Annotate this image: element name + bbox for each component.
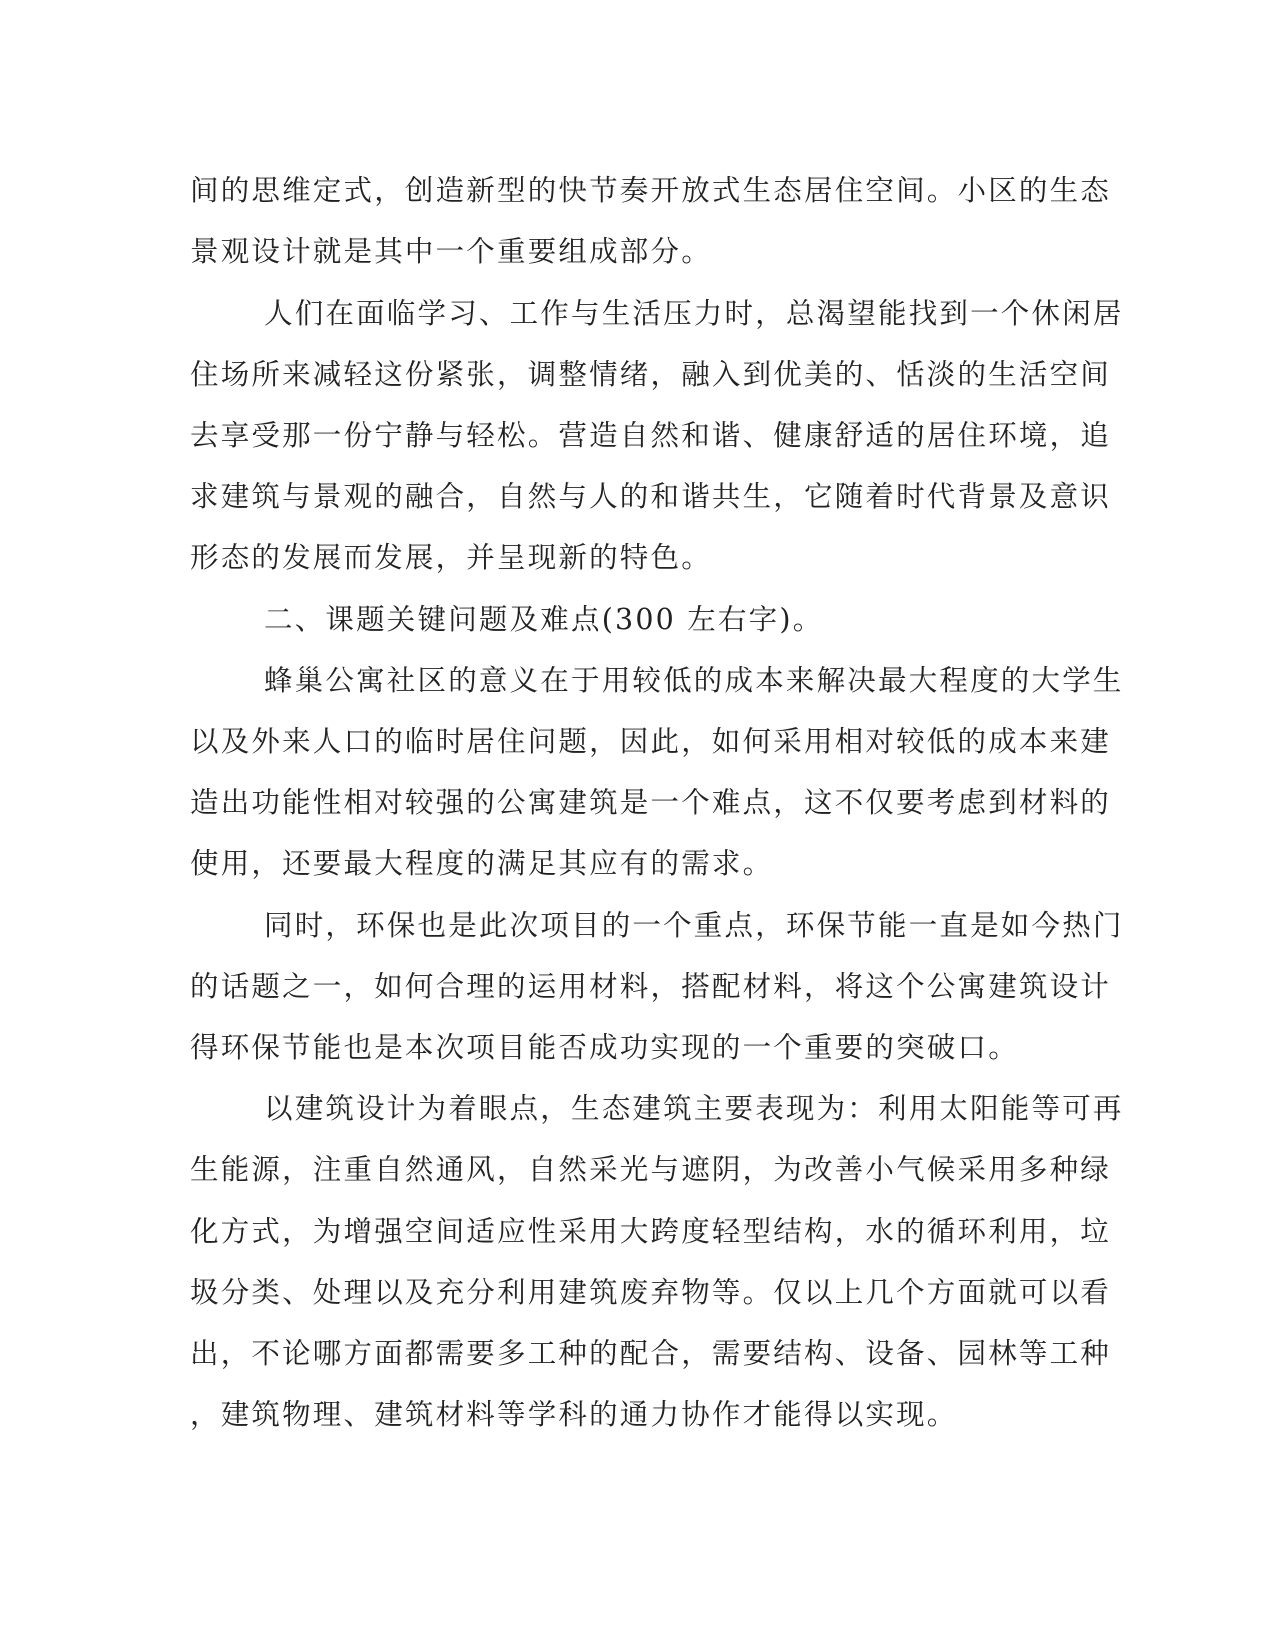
- text-line: 的话题之一，如何合理的运用材料，搭配材料，将这个公寓建筑设计: [190, 970, 1112, 1003]
- text-line: 使用，还要最大程度的满足其应有的需求。: [190, 847, 774, 880]
- text-line: 圾分类、处理以及充分利用建筑废弃物等。仅以上几个方面就可以看: [190, 1276, 1112, 1309]
- text-line: 化方式，为增强空间适应性采用大跨度轻型结构，水的循环利用，垃: [190, 1215, 1112, 1248]
- section-heading-text: 二、课题关键问题及难点(300 左右字)。: [264, 603, 824, 636]
- text-line: 间的思维定式，创造新型的快节奏开放式生态居住空间。小区的生态: [190, 174, 1112, 207]
- text-line: 蜂巢公寓社区的意义在于用较低的成本来解决最大程度的大学生: [264, 664, 1124, 697]
- text-line: 形态的发展而发展，并呈现新的特色。: [190, 541, 712, 574]
- text-line: 以建筑设计为着眼点，生态建筑主要表现为：利用太阳能等可再: [264, 1092, 1124, 1125]
- text-line: ，建筑物理、建筑材料等学科的通力协作才能得以实现。: [190, 1398, 958, 1431]
- text-line: 求建筑与景观的融合，自然与人的和谐共生，它随着时代背景及意识: [190, 480, 1112, 513]
- text-line: 以及外来人口的临时居住问题，因此，如何采用相对较低的成本来建: [190, 725, 1112, 758]
- text-line: 同时，环保也是此次项目的一个重点，环保节能一直是如今热门: [264, 909, 1124, 942]
- text-line: 住场所来减轻这份紧张，调整情绪，融入到优美的、恬淡的生活空间: [190, 358, 1112, 391]
- text-line: 去享受那一份宁静与轻松。营造自然和谐、健康舒适的居住环境，追: [190, 419, 1112, 452]
- text-line: 生能源，注重自然通风，自然采光与遮阴，为改善小气候采用多种绿: [190, 1153, 1112, 1186]
- text-line: 景观设计就是其中一个重要组成部分。: [190, 235, 712, 268]
- text-line: 人们在面临学习、工作与生活压力时，总渴望能找到一个休闲居: [264, 297, 1124, 330]
- text-line: 造出功能性相对较强的公寓建筑是一个难点，这不仅要考虑到材料的: [190, 786, 1112, 819]
- text-line: 得环保节能也是本次项目能否成功实现的一个重要的突破口。: [190, 1031, 1019, 1064]
- text-line: 出，不论哪方面都需要多工种的配合，需要结构、设备、园林等工种: [190, 1337, 1112, 1370]
